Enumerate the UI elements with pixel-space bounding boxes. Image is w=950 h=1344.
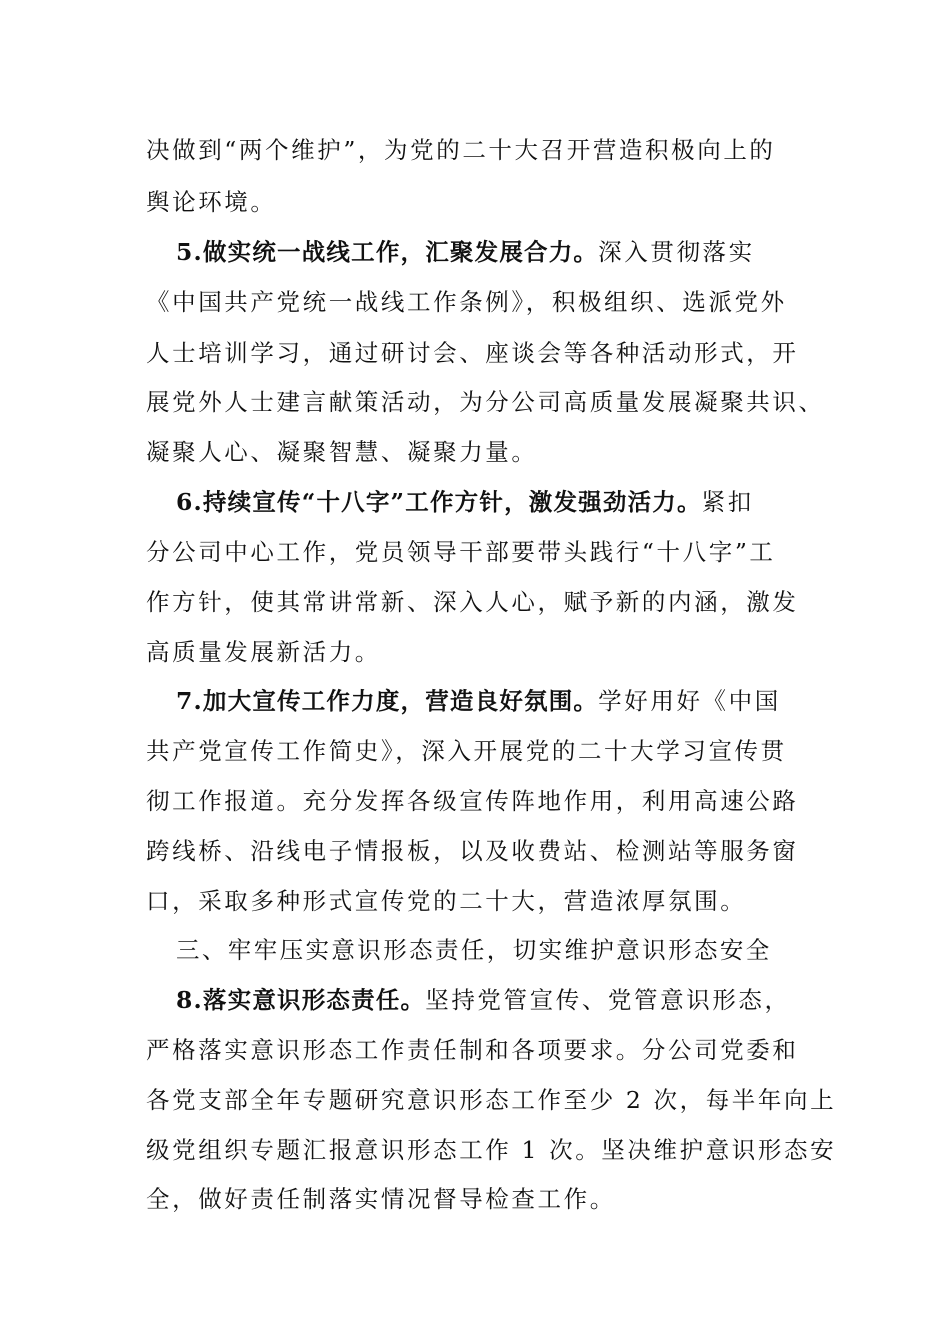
section-3-title	[176, 934, 856, 966]
text-line	[146, 1034, 826, 1066]
text-segment: 口，采取多种形式宣传党的二十大，营造浓厚氛围。	[146, 887, 747, 915]
text-segment: 深入贯彻落实	[598, 238, 755, 266]
section-7-heading: 7.加大宣传工作力度，营造良好氛围。	[176, 687, 599, 715]
text-segment: 人士培训学习，通过研讨会、座谈会等各种活动形式，开	[146, 339, 799, 367]
text-line	[146, 835, 826, 867]
text-line	[146, 436, 826, 468]
text-line	[146, 735, 826, 767]
text-segment: 决做到“两个维护”，为党的二十大召开营造积极向上的	[146, 136, 776, 164]
text-line	[146, 134, 826, 166]
text-segment: 作方针，使其常讲常新、深入人心，赋予新的内涵，激发	[146, 588, 799, 616]
text-segment: 舆论环境。	[146, 188, 277, 216]
section-5-heading-line	[176, 236, 856, 268]
text-line	[146, 885, 826, 917]
text-segment: 高质量发展新活力。	[146, 638, 381, 666]
text-segment: 学好用好《中国	[598, 687, 781, 715]
text-line	[146, 586, 826, 618]
text-segment: 分公司中心工作，党员领导干部要带头践行“十八字”工	[146, 538, 776, 566]
text-segment: 跨线桥、沿线电子情报板，以及收费站、检测站等服务窗	[146, 837, 799, 865]
text-line	[146, 785, 826, 817]
text-segment: 凝聚人心、凝聚智慧、凝聚力量。	[146, 438, 538, 466]
text-line	[146, 286, 826, 318]
text-line	[146, 636, 826, 668]
text-line	[146, 186, 826, 218]
text-segment: 共产党宣传工作简史》，深入开展党的二十大学习宣传贯	[146, 737, 787, 765]
text-line	[146, 337, 826, 369]
section-6-heading: 6.持续宣传“十八字”工作方针，激发强劲活力。	[176, 488, 702, 516]
section-8-heading: 8.落实意识形态责任。	[176, 986, 426, 1014]
section-8-heading-line	[176, 984, 856, 1016]
text-segment: 严格落实意识形态工作责任制和各项要求。分公司党委和	[146, 1036, 799, 1064]
text-segment: 三、牢牢压实意识形态责任，切实维护意识形态安全	[176, 936, 772, 964]
section-6-heading-line	[176, 486, 856, 518]
text-line	[146, 386, 826, 418]
text-segment: 《中国共产党统一战线工作条例》，积极组织、选派党外	[146, 288, 787, 316]
text-segment: 级党组织专题汇报意识形态工作 1 次。坚决维护意识形态安	[146, 1136, 837, 1164]
text-segment: 各党支部全年专题研究意识形态工作至少 2 次，每半年向上	[146, 1086, 837, 1114]
text-line	[146, 1183, 826, 1215]
section-5-heading: 5.做实统一战线工作，汇聚发展合力。	[176, 238, 599, 266]
text-line	[146, 536, 826, 568]
section-7-heading-line	[176, 685, 856, 717]
text-segment: 彻工作报道。充分发挥各级宣传阵地作用，利用高速公路	[146, 787, 799, 815]
text-segment: 坚持党管宣传、党管意识形态，	[425, 986, 791, 1014]
text-line	[146, 1134, 837, 1166]
text-segment: 紧扣	[701, 488, 754, 516]
text-segment: 全，做好责任制落实情况督导检查工作。	[146, 1185, 616, 1213]
text-line	[146, 1084, 837, 1116]
text-segment: 展党外人士建言献策活动，为分公司高质量发展凝聚共识、	[146, 388, 825, 416]
